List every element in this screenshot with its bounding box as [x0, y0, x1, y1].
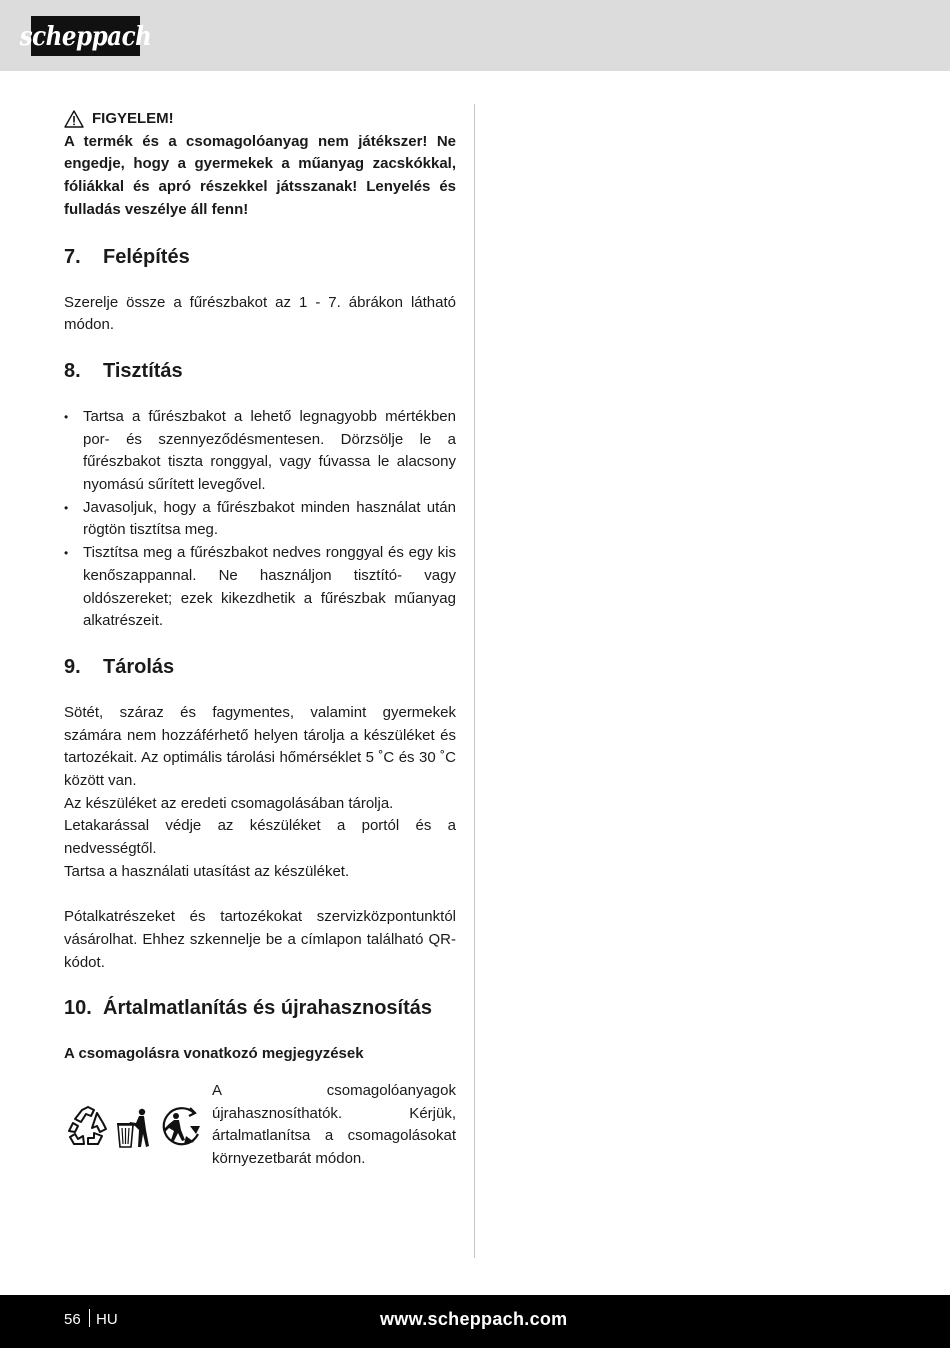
brand-logo [19, 16, 152, 56]
section-10-heading [64, 997, 456, 1020]
storage-text [64, 702, 456, 884]
storage-line: Tartsa a használati utasítást az készüléket. [64, 862, 350, 880]
warning-title [64, 108, 456, 131]
storage-line: Az készüléket az eredeti csomagolásában tárolja. [64, 794, 394, 812]
section-10-number: 10. [64, 997, 92, 1020]
section-8-heading [64, 360, 456, 383]
storage-line: Sötét, száraz és fagymentes, valamint gyermekek számára nem hozzáférhető helyen tárolja a készüléket és tartozékait. Az optimális tárolási hőmérséklet 5 ˚C és 30 ˚C között van. [64, 703, 456, 790]
page-number: 56 [64, 1311, 81, 1328]
footer-separator [89, 1309, 90, 1327]
logo-text: scheppach [19, 20, 152, 52]
section-9-heading [64, 656, 456, 679]
section-9-number: 9. [64, 655, 81, 678]
recycling-person-icon [154, 1104, 206, 1150]
language-code: HU [96, 1311, 118, 1328]
column-divider [474, 104, 475, 1258]
warning-title-text: FIGYELEM! [92, 110, 174, 127]
storage-line: Letakarással védje az készüléket a portól és a nedvességtől. [64, 817, 456, 858]
section-10-title: Ártalmatlanítás és újrahasznosítás [103, 997, 433, 1020]
list-item: • Tartsa a fűrészbakot a lehető legnagyobb mértékben por- és szennyeződésmentesen. Dörzsölje le a fűrészbakot tiszta ronggyal, vagy fúvassa le alacsony nyomású sűrített levegővel. [64, 406, 456, 497]
recycling-block [64, 1080, 456, 1171]
warning-triangle-icon [64, 110, 84, 128]
cleaning-list [64, 406, 456, 633]
section-8-number: 8. [64, 359, 81, 382]
list-item: • Javasoljuk, hogy a fűrészbakot minden használat után rögtön tisztítsa meg. [64, 497, 456, 542]
footer-bar [0, 1295, 950, 1348]
main-column [64, 108, 456, 1171]
section-7-title: Felépítés [103, 245, 190, 268]
warning-block [64, 108, 456, 222]
trash-bin-icon [115, 1104, 151, 1150]
recycling-text: A csomagolóanyagok újrahasznosíthatók. Kérjük, ártalmatlanítsa a csomagolásokat környezetbarát módon. [212, 1082, 456, 1168]
recycling-icons [64, 1080, 212, 1171]
packaging-subheading: A csomagolásra vonatkozó megjegyzések [64, 1045, 364, 1063]
section-7-number: 7. [64, 245, 81, 268]
section-7-body: Szerelje össze a fűrészbakot az 1 - 7. ábrákon látható módon. [64, 293, 456, 334]
section-8-title: Tisztítás [103, 359, 183, 382]
spare-parts-text: Pótalkatrészeket és tartozékokat szervizközpontunktól vásárolhat. Ehhez szkennelje be a címlapon található QR-kódot. [64, 908, 456, 971]
list-item: • Tisztítsa meg a fűrészbakot nedves ronggyal és egy kis kenőszappannal. Ne használjon tisztító- vagy oldószereket; ezek kikezdhetik a fűrészbak műanyag alkatrészeit. [64, 542, 456, 633]
recycle-icon [64, 1104, 112, 1150]
website-url: www.scheppach.com [380, 1309, 568, 1329]
header-bar [0, 0, 950, 71]
section-9-title: Tárolás [103, 655, 175, 678]
warning-text: A termék és a csomagolóanyag nem játékszer! Ne engedje, hogy a gyermekek a műanyag zacskókkal, fóliákkal és apró részekkel játsszanak! Lenyelés és fulladás veszélye áll fenn! [64, 132, 456, 218]
section-7-heading [64, 246, 456, 269]
